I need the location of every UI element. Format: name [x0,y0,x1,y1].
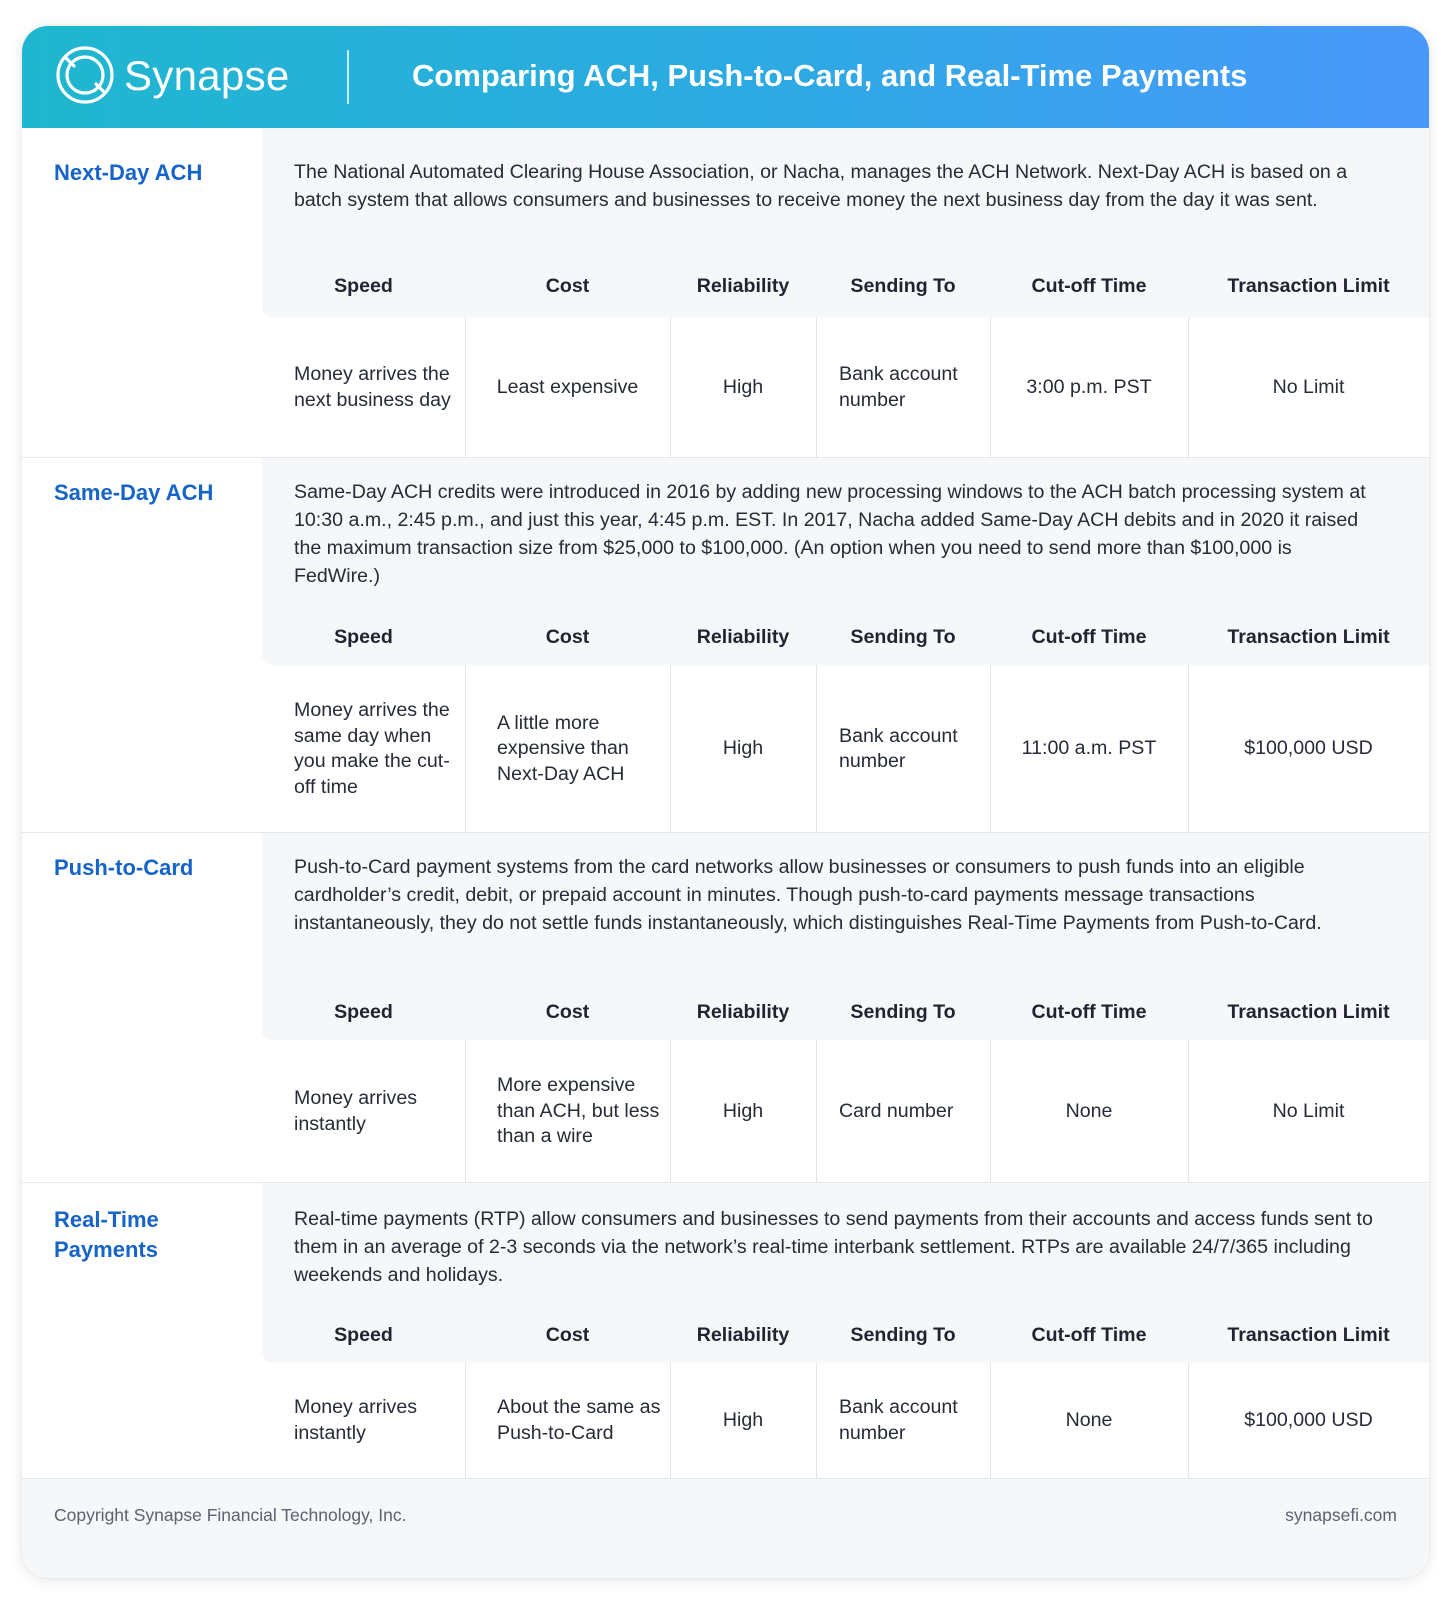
values-row [262,1040,1429,1183]
value-cutoff: None [1065,1408,1113,1431]
section-title: Next-Day ACH [54,160,203,185]
section-same-day-ach [22,458,1429,833]
column-header-reliability: Reliability [696,1001,790,1023]
column-header-cost: Cost [545,275,590,297]
description-panel [262,1183,1429,1363]
column-header-sending-to: Sending To [850,626,956,648]
section-description: Real-time payments (RTP) allow consumers and businesses to send payments from their accounts and access funds sent to them in an average of 2-3 seconds via the network’s real-time interbank settlement. RTPs are available 24/7/365 including weekends and holidays. [294,1208,1373,1286]
section-title: Push-to-Card [54,855,194,880]
synapse-logo-icon [54,44,116,106]
column-header-speed: Speed [334,626,393,648]
value-speed: Money arrives the same day when you make the cut-off time [294,699,450,798]
column-header-limit: Transaction Limit [1227,275,1390,297]
value-sending-to: Bank account number [839,724,958,772]
section-title: Real-Time Payments [54,1207,159,1262]
value-reliability: High [722,1408,764,1431]
column-header-limit: Transaction Limit [1227,626,1390,648]
value-sending-to: Bank account number [839,1396,958,1444]
page-title: Comparing ACH, Push-to-Card, and Real-Time Payments [412,58,1248,93]
value-cost: About the same as Push-to-Card [497,1396,661,1444]
value-cutoff: None [1065,1099,1113,1122]
column-header-speed: Speed [334,275,393,297]
column-header-limit: Transaction Limit [1227,1001,1390,1023]
description-panel [262,458,1429,665]
column-divider [816,1040,817,1183]
comparison-card [22,26,1429,1578]
value-cost: More expensive than ACH, but less than a wire [497,1074,660,1148]
column-header-row [262,271,1429,301]
column-header-speed: Speed [334,1001,393,1023]
site-link[interactable]: synapsefi.com [1285,1505,1397,1525]
column-header-cutoff: Cut-off Time [1031,626,1147,648]
column-divider [816,665,817,833]
values-row [262,317,1429,458]
value-reliability: High [722,737,764,760]
section-push-to-card [22,833,1429,1183]
value-reliability: High [722,1099,764,1122]
column-header-reliability: Reliability [696,626,790,648]
column-divider [465,665,466,833]
footer [22,1478,1429,1578]
value-cutoff: 11:00 a.m. PST [1021,737,1157,760]
value-cost: A little more expensive than Next-Day ACH [497,711,629,785]
section-title: Same-Day ACH [54,480,214,505]
section-description: Same-Day ACH credits were introduced in 2016 by adding new processing windows to the ACH batch processing system at 10:30 a.m., 2:45 p.m., and just this year, 4:45 p.m. EST. In 2017, Nacha added Same-Day ACH debits and in 2020 it raised the maximum transaction size from $25,000 to $100,000. (An option when you need to send more than $100,000 is FedWire.) [294,481,1366,587]
value-limit: No Limit [1272,1099,1345,1122]
column-header-reliability: Reliability [696,275,790,297]
value-sending-to: Card number [839,1099,954,1122]
description-panel [262,833,1429,1040]
value-limit: $100,000 USD [1244,737,1373,760]
column-header-row [262,622,1429,652]
header-banner [22,26,1429,128]
copyright-text: Copyright Synapse Financial Technology, Inc. [54,1505,407,1525]
description-panel [262,128,1429,317]
header-divider [347,50,349,104]
values-row [262,665,1429,833]
column-divider [816,317,817,458]
column-header-cost: Cost [545,1324,590,1346]
column-header-sending-to: Sending To [850,1324,956,1346]
column-header-cutoff: Cut-off Time [1031,1324,1147,1346]
value-speed: Money arrives instantly [294,1396,418,1444]
brand-name: Synapse [124,52,290,99]
column-divider [816,1363,817,1478]
values-row [262,1363,1429,1478]
value-cutoff: 3:00 p.m. PST [1026,375,1152,398]
column-header-reliability: Reliability [696,1324,790,1346]
value-cost: Least expensive [496,375,639,398]
section-description: The National Automated Clearing House Association, or Nacha, manages the ACH Network. Next-Day ACH is based on a batch system that allows consumers and businesses to receive money the next business day from the day it was sent. [294,161,1348,211]
section-description: Push-to-Card payment systems from the card networks allow businesses or consumers to push funds into an eligible cardholder’s credit, debit, or prepaid account in minutes. Though push-to-card payments message transactions instantaneously, they do not settle funds instantaneously, which distinguishes Real-Time Payments from Push-to-Card. [294,856,1322,934]
column-header-cost: Cost [545,1001,590,1023]
value-speed: Money arrives instantly [294,1087,418,1135]
value-reliability: High [722,375,764,398]
column-divider [465,1040,466,1183]
column-header-cutoff: Cut-off Time [1031,275,1147,297]
column-header-row [262,997,1429,1027]
column-header-row [262,1320,1429,1350]
column-header-sending-to: Sending To [850,275,956,297]
value-sending-to: Bank account number [839,363,958,411]
section-next-day-ach [22,128,1429,458]
column-header-cutoff: Cut-off Time [1031,1001,1147,1023]
column-divider [465,1363,466,1478]
column-header-speed: Speed [334,1324,393,1346]
value-limit: No Limit [1272,375,1345,398]
column-header-cost: Cost [545,626,590,648]
column-header-limit: Transaction Limit [1227,1324,1390,1346]
value-speed: Money arrives the next business day [294,363,451,411]
section-real-time-payments [22,1183,1429,1478]
column-header-sending-to: Sending To [850,1001,956,1023]
value-limit: $100,000 USD [1244,1408,1373,1431]
